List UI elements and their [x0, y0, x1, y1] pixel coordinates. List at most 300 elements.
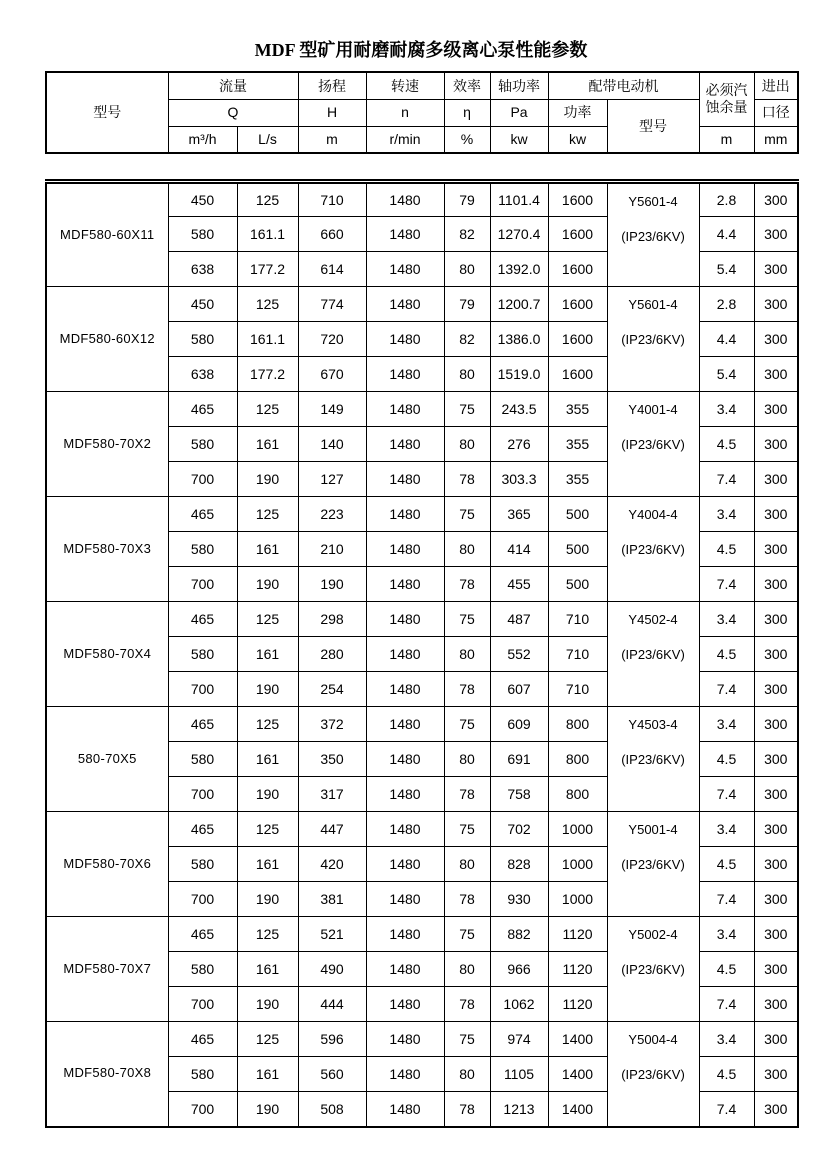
- motor-model-name: Y5002-4: [628, 927, 678, 942]
- shaft-power-cell: 1101.4: [490, 182, 548, 217]
- header-model: 型号: [46, 72, 168, 153]
- pump-model-cell: MDF580-70X4: [46, 602, 168, 707]
- pump-table-row: [46, 602, 798, 637]
- motor-model-spec: (IP23/6KV): [621, 229, 685, 244]
- motor-model-cell: [607, 287, 699, 392]
- motor-power-cell: 1600: [548, 182, 607, 217]
- header-npsh-line1: 必须汽: [705, 81, 748, 98]
- flow-ls-cell: 125: [237, 1022, 298, 1057]
- shaft-power-cell: 552: [490, 637, 548, 672]
- flow-m3h-cell: 700: [168, 1092, 237, 1127]
- npsh-cell: 4.5: [699, 427, 754, 462]
- flow-m3h-cell: 580: [168, 427, 237, 462]
- motor-model-name: Y5001-4: [628, 822, 678, 837]
- motor-power-cell: 1600: [548, 357, 607, 392]
- npsh-cell: 4.5: [699, 532, 754, 567]
- bore-cell: 300: [754, 217, 798, 252]
- motor-model-name: Y5004-4: [628, 1032, 678, 1047]
- pump-model-cell: MDF580-70X3: [46, 497, 168, 602]
- motor-power-cell: 355: [548, 427, 607, 462]
- shaft-power-cell: 414: [490, 532, 548, 567]
- speed-cell: 1480: [366, 392, 444, 427]
- flow-ls-cell: 161: [237, 847, 298, 882]
- flow-ls-cell: 177.2: [237, 357, 298, 392]
- speed-cell: 1480: [366, 952, 444, 987]
- head-cell: 254: [298, 672, 366, 707]
- head-cell: 381: [298, 882, 366, 917]
- bore-cell: 300: [754, 987, 798, 1022]
- head-cell: 710: [298, 182, 366, 217]
- motor-power-cell: 1000: [548, 882, 607, 917]
- flow-m3h-cell: 580: [168, 637, 237, 672]
- head-cell: 508: [298, 1092, 366, 1127]
- npsh-cell: 3.4: [699, 497, 754, 532]
- efficiency-cell: 79: [444, 182, 490, 217]
- flow-m3h-cell: 450: [168, 182, 237, 217]
- flow-ls-cell: 161: [237, 952, 298, 987]
- efficiency-cell: 78: [444, 672, 490, 707]
- head-cell: 720: [298, 322, 366, 357]
- header-efficiency-unit: %: [444, 126, 490, 153]
- motor-model-spec: (IP23/6KV): [621, 647, 685, 662]
- efficiency-cell: 80: [444, 1057, 490, 1092]
- pump-model-cell: MDF580-70X7: [46, 917, 168, 1022]
- speed-cell: 1480: [366, 602, 444, 637]
- shaft-power-cell: 1270.4: [490, 217, 548, 252]
- speed-cell: 1480: [366, 1057, 444, 1092]
- flow-ls-cell: 190: [237, 1092, 298, 1127]
- header-speed: 转速: [366, 72, 444, 99]
- flow-ls-cell: 125: [237, 392, 298, 427]
- page-title: MDF 型矿用耐磨耐腐多级离心泵性能参数: [254, 40, 588, 60]
- flow-m3h-cell: 700: [168, 672, 237, 707]
- motor-power-cell: 710: [548, 637, 607, 672]
- head-cell: 670: [298, 357, 366, 392]
- header-shaft-power-symbol: Pa: [490, 99, 548, 126]
- efficiency-cell: 75: [444, 497, 490, 532]
- speed-cell: 1480: [366, 182, 444, 217]
- efficiency-cell: 80: [444, 742, 490, 777]
- header-row-1: [46, 72, 798, 99]
- efficiency-cell: 80: [444, 847, 490, 882]
- head-cell: 660: [298, 217, 366, 252]
- bore-cell: 300: [754, 602, 798, 637]
- bore-cell: 300: [754, 1022, 798, 1057]
- flow-m3h-cell: 465: [168, 707, 237, 742]
- head-cell: 223: [298, 497, 366, 532]
- flow-m3h-cell: 638: [168, 357, 237, 392]
- flow-ls-cell: 125: [237, 497, 298, 532]
- efficiency-cell: 75: [444, 392, 490, 427]
- motor-power-cell: 1400: [548, 1022, 607, 1057]
- flow-ls-cell: 190: [237, 777, 298, 812]
- motor-model-cell: [607, 497, 699, 602]
- motor-model-cell: [607, 602, 699, 707]
- header-npsh: [699, 72, 754, 126]
- flow-m3h-cell: 580: [168, 742, 237, 777]
- shaft-power-cell: 966: [490, 952, 548, 987]
- efficiency-cell: 82: [444, 217, 490, 252]
- motor-power-cell: 1120: [548, 987, 607, 1022]
- head-cell: 149: [298, 392, 366, 427]
- speed-cell: 1480: [366, 1092, 444, 1127]
- bore-cell: 300: [754, 462, 798, 497]
- header-efficiency-symbol: η: [444, 99, 490, 126]
- flow-ls-cell: 190: [237, 987, 298, 1022]
- head-cell: 140: [298, 427, 366, 462]
- efficiency-cell: 75: [444, 812, 490, 847]
- flow-ls-cell: 125: [237, 812, 298, 847]
- speed-cell: 1480: [366, 777, 444, 812]
- bore-cell: 300: [754, 497, 798, 532]
- npsh-cell: 5.4: [699, 252, 754, 287]
- bore-cell: 300: [754, 252, 798, 287]
- head-cell: 190: [298, 567, 366, 602]
- efficiency-cell: 75: [444, 917, 490, 952]
- npsh-cell: 7.4: [699, 672, 754, 707]
- head-cell: 444: [298, 987, 366, 1022]
- motor-model-spec: (IP23/6KV): [621, 542, 685, 557]
- bore-cell: 300: [754, 882, 798, 917]
- flow-m3h-cell: 465: [168, 497, 237, 532]
- efficiency-cell: 80: [444, 357, 490, 392]
- flow-m3h-cell: 465: [168, 812, 237, 847]
- flow-ls-cell: 161: [237, 637, 298, 672]
- shaft-power-cell: 1386.0: [490, 322, 548, 357]
- motor-power-cell: 355: [548, 462, 607, 497]
- motor-power-cell: 1600: [548, 217, 607, 252]
- head-cell: 614: [298, 252, 366, 287]
- motor-model-spec: (IP23/6KV): [621, 332, 685, 347]
- bore-cell: 300: [754, 567, 798, 602]
- flow-m3h-cell: 638: [168, 252, 237, 287]
- pump-table-row: [46, 917, 798, 952]
- flow-m3h-cell: 700: [168, 462, 237, 497]
- shaft-power-cell: 974: [490, 1022, 548, 1057]
- shaft-power-cell: 1519.0: [490, 357, 548, 392]
- motor-model-spec: (IP23/6KV): [621, 752, 685, 767]
- efficiency-cell: 80: [444, 427, 490, 462]
- npsh-cell: 4.5: [699, 847, 754, 882]
- motor-model-cell: [607, 707, 699, 812]
- efficiency-cell: 78: [444, 777, 490, 812]
- motor-model-name: Y5601-4: [628, 297, 678, 312]
- efficiency-cell: 80: [444, 952, 490, 987]
- shaft-power-cell: 276: [490, 427, 548, 462]
- motor-power-cell: 1600: [548, 287, 607, 322]
- bore-cell: 300: [754, 672, 798, 707]
- header-motor-power: 功率: [548, 99, 607, 126]
- speed-cell: 1480: [366, 322, 444, 357]
- npsh-cell: 7.4: [699, 987, 754, 1022]
- shaft-power-cell: 455: [490, 567, 548, 602]
- flow-m3h-cell: 580: [168, 217, 237, 252]
- motor-power-cell: 1600: [548, 322, 607, 357]
- header-speed-unit: r/min: [366, 126, 444, 153]
- head-cell: 350: [298, 742, 366, 777]
- header-head-unit: m: [298, 126, 366, 153]
- motor-power-cell: 1600: [548, 252, 607, 287]
- shaft-power-cell: 882: [490, 917, 548, 952]
- npsh-cell: 4.5: [699, 1057, 754, 1092]
- shaft-power-cell: 1062: [490, 987, 548, 1022]
- shaft-power-cell: 609: [490, 707, 548, 742]
- speed-cell: 1480: [366, 357, 444, 392]
- shaft-power-cell: 1200.7: [490, 287, 548, 322]
- flow-m3h-cell: 465: [168, 602, 237, 637]
- header-head-symbol: H: [298, 99, 366, 126]
- npsh-cell: 4.4: [699, 322, 754, 357]
- bore-cell: 300: [754, 707, 798, 742]
- bore-cell: 300: [754, 1057, 798, 1092]
- motor-model-name: Y4004-4: [628, 507, 678, 522]
- bore-cell: 300: [754, 427, 798, 462]
- motor-power-cell: 710: [548, 602, 607, 637]
- flow-ls-cell: 161.1: [237, 217, 298, 252]
- speed-cell: 1480: [366, 882, 444, 917]
- shaft-power-cell: 365: [490, 497, 548, 532]
- shaft-power-cell: 487: [490, 602, 548, 637]
- header-flow-symbol: Q: [168, 99, 298, 126]
- header-flow-unit-ls: L/s: [237, 126, 298, 153]
- motor-model-spec: (IP23/6KV): [621, 857, 685, 872]
- bore-cell: 300: [754, 917, 798, 952]
- motor-power-cell: 500: [548, 567, 607, 602]
- efficiency-cell: 78: [444, 462, 490, 497]
- motor-power-cell: 800: [548, 742, 607, 777]
- header-motor: 配带电动机: [548, 72, 699, 99]
- flow-m3h-cell: 580: [168, 1057, 237, 1092]
- shaft-power-cell: 758: [490, 777, 548, 812]
- pump-table: [45, 179, 799, 1128]
- header-flow: 流量: [168, 72, 298, 99]
- bore-cell: 300: [754, 847, 798, 882]
- flow-m3h-cell: 700: [168, 567, 237, 602]
- motor-power-cell: 355: [548, 392, 607, 427]
- header-table: [45, 71, 799, 154]
- speed-cell: 1480: [366, 742, 444, 777]
- efficiency-cell: 78: [444, 1092, 490, 1127]
- flow-ls-cell: 161: [237, 742, 298, 777]
- bore-cell: 300: [754, 637, 798, 672]
- head-cell: 596: [298, 1022, 366, 1057]
- flow-m3h-cell: 580: [168, 532, 237, 567]
- bore-cell: 300: [754, 182, 798, 217]
- speed-cell: 1480: [366, 672, 444, 707]
- motor-model-cell: [607, 812, 699, 917]
- header-bore-bottom: 口径: [754, 99, 798, 126]
- npsh-cell: 3.4: [699, 1022, 754, 1057]
- motor-power-cell: 1000: [548, 847, 607, 882]
- speed-cell: 1480: [366, 812, 444, 847]
- motor-power-cell: 800: [548, 777, 607, 812]
- npsh-cell: 2.8: [699, 287, 754, 322]
- head-cell: 372: [298, 707, 366, 742]
- efficiency-cell: 78: [444, 567, 490, 602]
- npsh-cell: 3.4: [699, 917, 754, 952]
- pump-table-row: [46, 812, 798, 847]
- efficiency-cell: 80: [444, 637, 490, 672]
- efficiency-cell: 78: [444, 987, 490, 1022]
- bore-cell: 300: [754, 1092, 798, 1127]
- efficiency-cell: 79: [444, 287, 490, 322]
- npsh-cell: 7.4: [699, 777, 754, 812]
- head-cell: 521: [298, 917, 366, 952]
- motor-model-cell: [607, 1022, 699, 1127]
- bore-cell: 300: [754, 812, 798, 847]
- bore-cell: 300: [754, 357, 798, 392]
- motor-power-cell: 800: [548, 707, 607, 742]
- npsh-cell: 3.4: [699, 812, 754, 847]
- motor-model-name: Y5601-4: [628, 194, 678, 209]
- header-npsh-unit: m: [699, 126, 754, 153]
- motor-model-name: Y4503-4: [628, 717, 678, 732]
- shaft-power-cell: 930: [490, 882, 548, 917]
- head-cell: 298: [298, 602, 366, 637]
- npsh-cell: 7.4: [699, 882, 754, 917]
- header-motor-model: 型号: [607, 99, 699, 153]
- bore-cell: 300: [754, 532, 798, 567]
- motor-power-cell: 710: [548, 672, 607, 707]
- flow-m3h-cell: 580: [168, 322, 237, 357]
- flow-m3h-cell: 580: [168, 952, 237, 987]
- motor-model-spec: (IP23/6KV): [621, 962, 685, 977]
- npsh-cell: 3.4: [699, 707, 754, 742]
- flow-ls-cell: 190: [237, 462, 298, 497]
- npsh-cell: 3.4: [699, 602, 754, 637]
- shaft-power-cell: 691: [490, 742, 548, 777]
- motor-power-cell: 500: [548, 497, 607, 532]
- head-cell: 490: [298, 952, 366, 987]
- flow-m3h-cell: 700: [168, 882, 237, 917]
- flow-ls-cell: 177.2: [237, 252, 298, 287]
- npsh-cell: 3.4: [699, 392, 754, 427]
- shaft-power-cell: 243.5: [490, 392, 548, 427]
- pump-table-row: [46, 392, 798, 427]
- motor-power-cell: 1000: [548, 812, 607, 847]
- bore-cell: 300: [754, 322, 798, 357]
- flow-m3h-cell: 700: [168, 987, 237, 1022]
- motor-model-cell: [607, 917, 699, 1022]
- npsh-cell: 7.4: [699, 567, 754, 602]
- head-cell: 280: [298, 637, 366, 672]
- npsh-cell: 4.5: [699, 742, 754, 777]
- head-cell: 774: [298, 287, 366, 322]
- flow-ls-cell: 125: [237, 182, 298, 217]
- pump-model-cell: MDF580-70X6: [46, 812, 168, 917]
- npsh-cell: 4.5: [699, 637, 754, 672]
- header-bore-top: 进出: [754, 72, 798, 99]
- motor-model-spec: (IP23/6KV): [621, 1067, 685, 1082]
- head-cell: 420: [298, 847, 366, 882]
- flow-m3h-cell: 580: [168, 847, 237, 882]
- efficiency-cell: 80: [444, 532, 490, 567]
- speed-cell: 1480: [366, 497, 444, 532]
- efficiency-cell: 75: [444, 1022, 490, 1057]
- efficiency-cell: 78: [444, 882, 490, 917]
- header-bore-unit: mm: [754, 126, 798, 153]
- motor-model-spec: (IP23/6KV): [621, 437, 685, 452]
- motor-power-cell: 1400: [548, 1092, 607, 1127]
- motor-model-cell: [607, 392, 699, 497]
- efficiency-cell: 80: [444, 252, 490, 287]
- pump-table-row: [46, 1022, 798, 1057]
- header-npsh-line2: 蚀余量: [705, 99, 748, 116]
- flow-ls-cell: 161: [237, 1057, 298, 1092]
- shaft-power-cell: 1392.0: [490, 252, 548, 287]
- header-shaft-power: 轴功率: [490, 72, 548, 99]
- motor-power-cell: 500: [548, 532, 607, 567]
- motor-power-cell: 1400: [548, 1057, 607, 1092]
- speed-cell: 1480: [366, 287, 444, 322]
- efficiency-cell: 75: [444, 707, 490, 742]
- npsh-cell: 4.4: [699, 217, 754, 252]
- header-shaft-power-unit: kw: [490, 126, 548, 153]
- bore-cell: 300: [754, 392, 798, 427]
- speed-cell: 1480: [366, 252, 444, 287]
- flow-m3h-cell: 700: [168, 777, 237, 812]
- flow-ls-cell: 161.1: [237, 322, 298, 357]
- speed-cell: 1480: [366, 427, 444, 462]
- speed-cell: 1480: [366, 567, 444, 602]
- shaft-power-cell: 1213: [490, 1092, 548, 1127]
- speed-cell: 1480: [366, 847, 444, 882]
- speed-cell: 1480: [366, 462, 444, 497]
- motor-model-name: Y4001-4: [628, 402, 678, 417]
- head-cell: 210: [298, 532, 366, 567]
- shaft-power-cell: 303.3: [490, 462, 548, 497]
- shaft-power-cell: 702: [490, 812, 548, 847]
- pump-table-row: [46, 182, 798, 217]
- efficiency-cell: 75: [444, 602, 490, 637]
- shaft-power-cell: 1105: [490, 1057, 548, 1092]
- flow-ls-cell: 190: [237, 567, 298, 602]
- header-speed-symbol: n: [366, 99, 444, 126]
- flow-ls-cell: 125: [237, 707, 298, 742]
- flow-ls-cell: 161: [237, 427, 298, 462]
- flow-ls-cell: 125: [237, 287, 298, 322]
- speed-cell: 1480: [366, 1022, 444, 1057]
- bore-cell: 300: [754, 952, 798, 987]
- pump-table-row: [46, 497, 798, 532]
- pump-model-cell: MDF580-60X11: [46, 182, 168, 287]
- pump-table-row: [46, 287, 798, 322]
- header-efficiency: 效率: [444, 72, 490, 99]
- speed-cell: 1480: [366, 917, 444, 952]
- motor-power-cell: 1120: [548, 917, 607, 952]
- bore-cell: 300: [754, 777, 798, 812]
- pump-model-cell: MDF580-70X2: [46, 392, 168, 497]
- speed-cell: 1480: [366, 987, 444, 1022]
- speed-cell: 1480: [366, 532, 444, 567]
- shaft-power-cell: 607: [490, 672, 548, 707]
- flow-ls-cell: 190: [237, 882, 298, 917]
- flow-m3h-cell: 465: [168, 392, 237, 427]
- shaft-power-cell: 828: [490, 847, 548, 882]
- npsh-cell: 5.4: [699, 357, 754, 392]
- npsh-cell: 7.4: [699, 1092, 754, 1127]
- head-cell: 317: [298, 777, 366, 812]
- head-cell: 127: [298, 462, 366, 497]
- motor-model-cell: [607, 182, 699, 287]
- motor-model-name: Y4502-4: [628, 612, 678, 627]
- npsh-cell: 2.8: [699, 182, 754, 217]
- header-flow-unit-m3h: m³/h: [168, 126, 237, 153]
- head-cell: 447: [298, 812, 366, 847]
- pump-table-body: [46, 182, 798, 1127]
- header-motor-power-unit: kw: [548, 126, 607, 153]
- flow-ls-cell: 125: [237, 917, 298, 952]
